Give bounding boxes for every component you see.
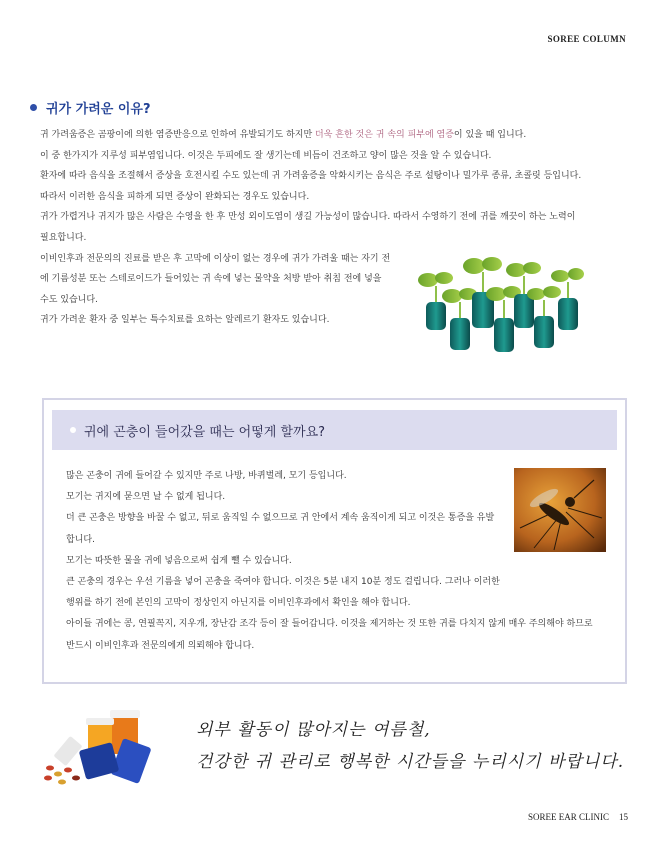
section1-line: 따라서 이러한 음식을 피하게 되면 증상이 완화되는 경우도 있습니다. [40,191,310,202]
section2-line: 모기는 귀지에 묻으면 날 수 없게 됩니다. [66,492,226,503]
closing-line-1: 외부 활동이 많아지는 여름철, [196,720,431,740]
section2-line: 많은 곤충이 귀에 들어갈 수 있지만 주로 나방, 바퀴벌레, 모기 등입니다. [66,471,347,481]
section1-line: 이 중 한가지가 지루성 피부염입니다. 이것은 두피에도 잘 생기는데 비듬이 건조하고 양이 많은 것을 알 수 있습니다. [40,150,492,161]
closing-message [196,714,624,778]
bullet-icon [30,104,37,111]
section1-heading [30,98,151,117]
section1-line: 이비인후과 전문의의 진료를 받은 후 고막에 이상이 없는 경우에 귀가 가려울 때는 자기 전 [40,253,391,264]
section2-title: 귀에 곤충이 들어갔을 때는 어떻게 할까요? [84,424,326,440]
page-number: 15 [619,812,628,822]
sprout-pots-image [412,254,592,359]
section1-line: 귀가 가렵거나 귀지가 많은 사람은 수영을 한 후 만성 외이도염이 생길 가능성이 많습니다. 따라서 수영하기 전에 귀를 깨끗이 하는 노력이 [40,212,576,223]
pill-bottles-image [40,708,160,786]
bullet-icon [70,427,76,433]
section2-line: 행위를 하기 전에 본인의 고막이 정상인지 아닌지를 이비인후과에서 확인을 해야 합니다. [66,598,411,609]
closing-line-2: 건강한 귀 관리로 행복한 시간들을 누리시기 바랍니다. [196,752,625,772]
section1-line: 수도 있습니다. [40,294,98,305]
section2-line: 합니다. [66,534,95,545]
section2-heading [52,410,617,450]
column-label: SOREE COLUMN [547,34,626,44]
section1-title: 귀가 가려운 이유? [46,102,151,117]
section1-line: 귀 가려움증은 곰팡이에 의한 염증반응으로 인하여 유발되기도 하지만 더욱 흔한 것은 귀 속의 피부에 염증이 있을 때 입니다. [40,130,527,140]
section2-line: 반드시 이비인후과 전문의에게 의뢰해야 합니다. [66,640,255,651]
insect-section-box [42,398,627,684]
mosquito-image [514,468,606,552]
section1-line: 환자에 따라 음식을 조절해서 증상을 호전시킬 수도 있는데 귀 가려움증을 악화시키는 음식은 주로 설탕이나 밀가루 종류, 초콜릿 등입니다. [40,171,582,182]
highlight-text: 더욱 흔한 것은 귀 속의 피부에 염증 [315,130,454,140]
section1-line: 귀가 가려운 환자 중 일부는 특수치료를 요하는 알레르기 환자도 있습니다. [40,315,330,326]
section1-line: 에 기름성분 또는 스테로이드가 들어있는 귀 속에 넣는 물약을 처방 받아 취침 전에 넣을 [40,274,382,285]
section2-line: 모기는 따뜻한 물을 귀에 넣음으로써 쉽게 뺄 수 있습니다. [66,555,292,566]
section2-line: 아이들 귀에는 콩, 연필꼭지, 지우개, 장난감 조각 등이 잘 들어갑니다. 이것을 제거하는 것 또한 귀를 다치지 않게 매우 주의해야 하므로 [66,619,593,630]
section2-line: 더 큰 곤충은 방향을 바꿀 수 없고, 뒤로 움직일 수 없으므로 귀 안에서 계속 움직이게 되고 이것은 통증을 유발 [66,513,495,524]
section2-line: 큰 곤충의 경우는 우선 기름을 넣어 곤충을 죽여야 합니다. 이것은 5분 내지 10분 정도 걸립니다. 그러나 이러한 [66,577,500,588]
section1-line: 필요합니다. [40,232,87,243]
clinic-name: SOREE EAR CLINIC [528,812,609,822]
page-footer [528,812,628,822]
